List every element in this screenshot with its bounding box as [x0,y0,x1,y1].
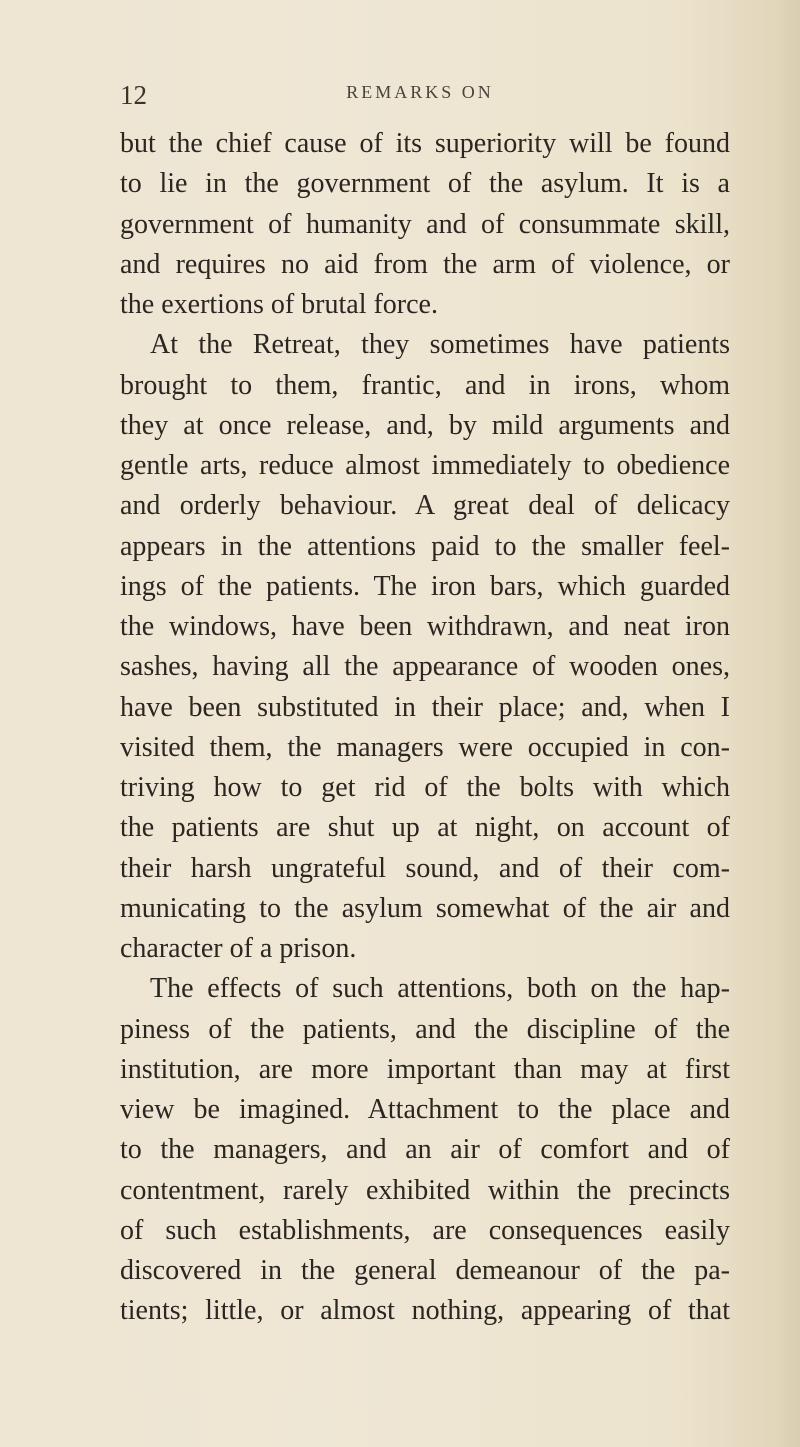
text-line: ings of the patients. The iron bars, which guarded [120,570,730,602]
body-text [120,124,730,1332]
text-line: to lie in the government of the asylum. It is a [120,168,730,200]
text-line: and orderly behaviour. A great deal of delicacy [120,490,730,522]
text-line: gentle arts, reduce almost immediately to obedience [120,450,730,481]
page-number: 12 [120,80,147,110]
text-line: but the chief cause of its superiority will be found [120,128,730,159]
text-line: tients; little, or almost nothing, appearing of that [120,1295,730,1327]
text-line: The effects of such attentions, both on the hap- [150,973,730,1005]
text-line: their harsh ungrateful sound, and of their com- [120,852,730,884]
text-line: institution, are more important than may at first [120,1053,730,1085]
running-head: REMARKS ON [346,82,494,102]
text-line: the patients are shut up at night, on account of [120,812,730,844]
text-line: brought to them, frantic, and in irons, whom [120,369,730,401]
text-line: piness of the patients, and the discipline of the [120,1013,730,1045]
page-header [120,80,720,110]
text-line: to the managers, and an air of comfort and of [120,1134,730,1166]
text-line: government of humanity and of consummate skill, [120,208,730,240]
text-line: character of a prison. [120,933,357,964]
text-line: appears in the attentions paid to the smaller feel- [120,530,730,562]
text-line: have been substituted in their place; and, when I [120,691,730,723]
text-line: sashes, having all the appearance of wooden ones, [120,651,730,683]
text-line: view be imagined. Attachment to the place and [120,1094,730,1125]
text-line: and requires no aid from the arm of violence, or [120,248,730,280]
text-line: they at once release, and, by mild arguments and [120,409,730,441]
text-line: the exertions of brutal force. [120,289,438,320]
text-line: of such establishments, are consequences easily [120,1214,730,1246]
text-line: At the Retreat, they sometimes have patients [150,329,730,361]
text-line: municating to the asylum somewhat of the air and [120,892,730,924]
text-line: discovered in the general demeanour of the pa- [120,1255,730,1286]
text-line: contentment, rarely exhibited within the precincts [120,1174,730,1206]
text-line: triving how to get rid of the bolts with which [120,772,730,803]
text-line: visited them, the managers were occupied in con- [120,731,730,763]
text-line: the windows, have been withdrawn, and neat iron [120,611,730,642]
